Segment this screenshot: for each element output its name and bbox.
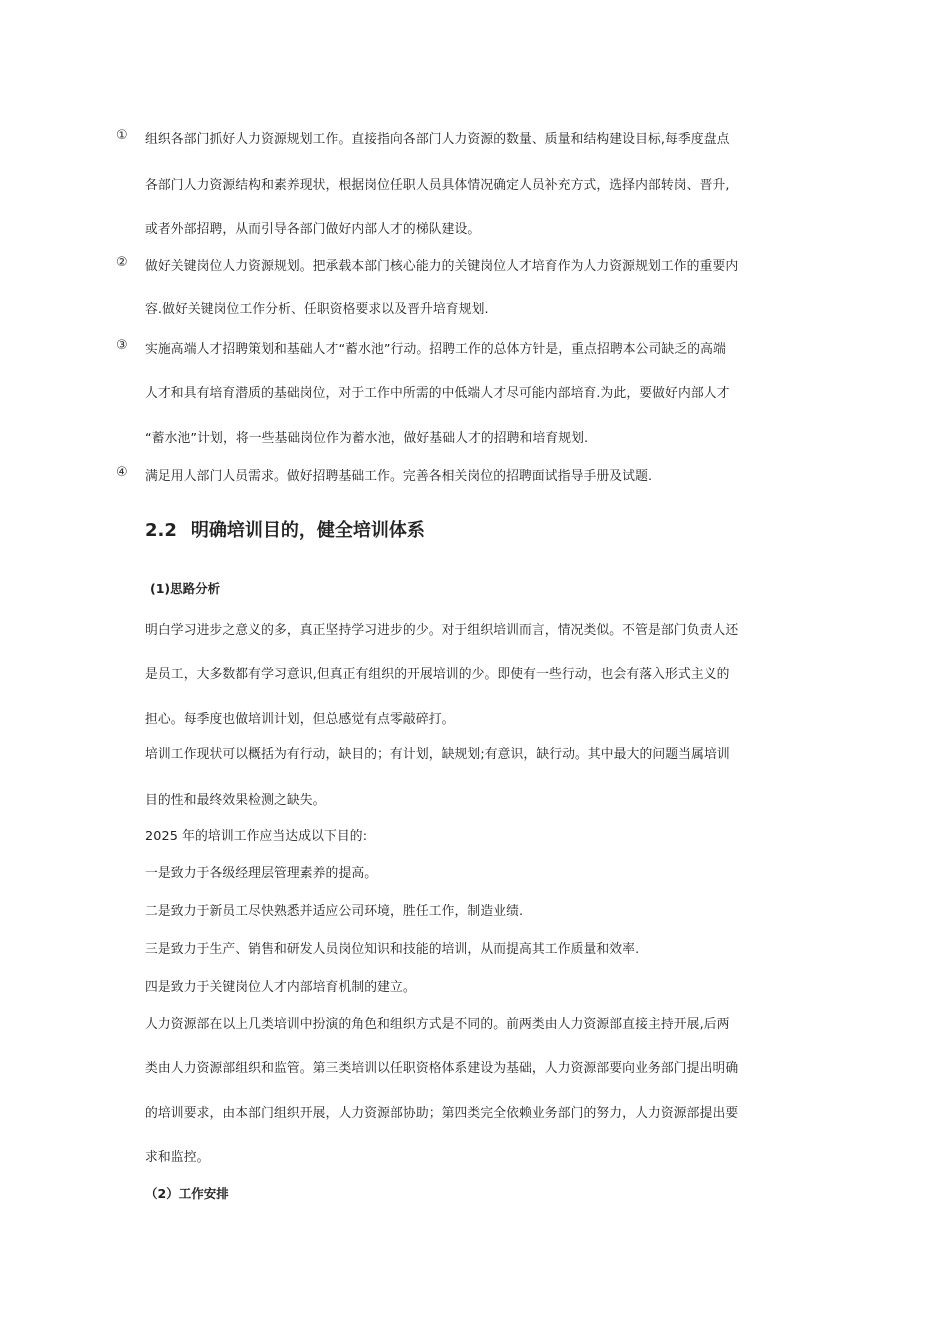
body-line-1: 明白学习进步之意义的多，真正坚持学习进步的少。对于组织培训而言，情况类似。不管是部门负责人还 xyxy=(145,623,739,638)
list-item-1-line-2: 各部门人力资源结构和素养现状，根据岗位任职人员具体情况确定人员补充方式，选择内部转岗、晋升, xyxy=(145,178,730,193)
list-marker-3: ③ xyxy=(116,338,128,353)
list-item-3-line-3: “蓄水池”计划，将一些基础岗位作为蓄水池，做好基础人才的招聘和培育规划. xyxy=(145,431,589,446)
section-heading xyxy=(145,516,425,542)
list-item-2-line-2: 容.做好关键岗位工作分析、任职资格要求以及晋升培育规划. xyxy=(145,302,489,317)
body-line-5: 目的性和最终效果检测之缺失。 xyxy=(145,793,326,808)
body-line-12: 类由人力资源部组织和监管。第三类培训以任职资格体系建设为基础，人力资源部要向业务部门提出明确 xyxy=(145,1061,739,1076)
list-item-4-line-1: 满足用人部门人员需求。做好招聘基础工作。完善各相关岗位的招聘面试指导手册及试题. xyxy=(145,469,653,484)
body-line-11: 人力资源部在以上几类培训中扮演的角色和组织方式是不同的。前两类由人力资源部直接主持开展,后两 xyxy=(145,1017,730,1032)
body-line-4: 培训工作现状可以概括为有行动，缺目的；有计划，缺规划;有意识，缺行动。其中最大的问题当属培训 xyxy=(145,747,730,762)
list-marker-1: ① xyxy=(116,128,128,143)
body-line-14: 求和监控。 xyxy=(145,1150,210,1165)
body-line-3: 担心。每季度也做培训计划，但总感觉有点零敲碎打。 xyxy=(145,712,455,727)
body-line-10: 四是致力于关键岗位人才内部培育机制的建立。 xyxy=(145,980,416,995)
body-line-8: 二是致力于新员工尽快熟悉并适应公司环境，胜任工作，制造业绩. xyxy=(145,904,524,919)
list-marker-4: ④ xyxy=(116,465,128,480)
list-marker-2: ② xyxy=(116,255,128,270)
section-number: 2.2 xyxy=(145,520,177,541)
body-line-13: 的培训要求，由本部门组织开展，人力资源部协助；第四类完全依赖业务部门的努力，人力资源部提出要 xyxy=(145,1106,739,1121)
subsection-title-1: (1)思路分析 xyxy=(150,581,221,596)
list-item-1-line-3: 或者外部招聘，从而引导各部门做好内部人才的梯队建设。 xyxy=(145,222,481,237)
section-title: 明确培训目的，健全培训体系 xyxy=(190,520,425,541)
subsection-title-2: （2）工作安排 xyxy=(145,1186,229,1201)
list-item-3-line-1: 实施高端人才招聘策划和基础人才“蓄水池”行动。招聘工作的总体方针是，重点招聘本公司缺乏的高端 xyxy=(145,342,726,357)
body-line-6: 2025 年的培训工作应当达成以下目的: xyxy=(145,829,368,844)
list-item-3-line-2: 人才和具有培育潜质的基础岗位，对于工作中所需的中低端人才尽可能内部培育.为此，要做好内部人才 xyxy=(145,386,730,401)
body-line-7: 一是致力于各级经理层管理素养的提高。 xyxy=(145,866,378,881)
list-item-1-line-1: 组织各部门抓好人力资源规划工作。直接指向各部门人力资源的数量、质量和结构建设目标,每季度盘点 xyxy=(145,132,730,147)
body-line-2: 是员工，大多数都有学习意识,但真正有组织的开展培训的少。即使有一些行动，也会有落入形式主义的 xyxy=(145,667,730,682)
body-line-9: 三是致力于生产、销售和研发人员岗位知识和技能的培训，从而提高其工作质量和效率. xyxy=(145,942,640,957)
list-item-2-line-1: 做好关键岗位人力资源规划。把承载本部门核心能力的关键岗位人才培育作为人力资源规划工作的重要内 xyxy=(145,259,739,274)
